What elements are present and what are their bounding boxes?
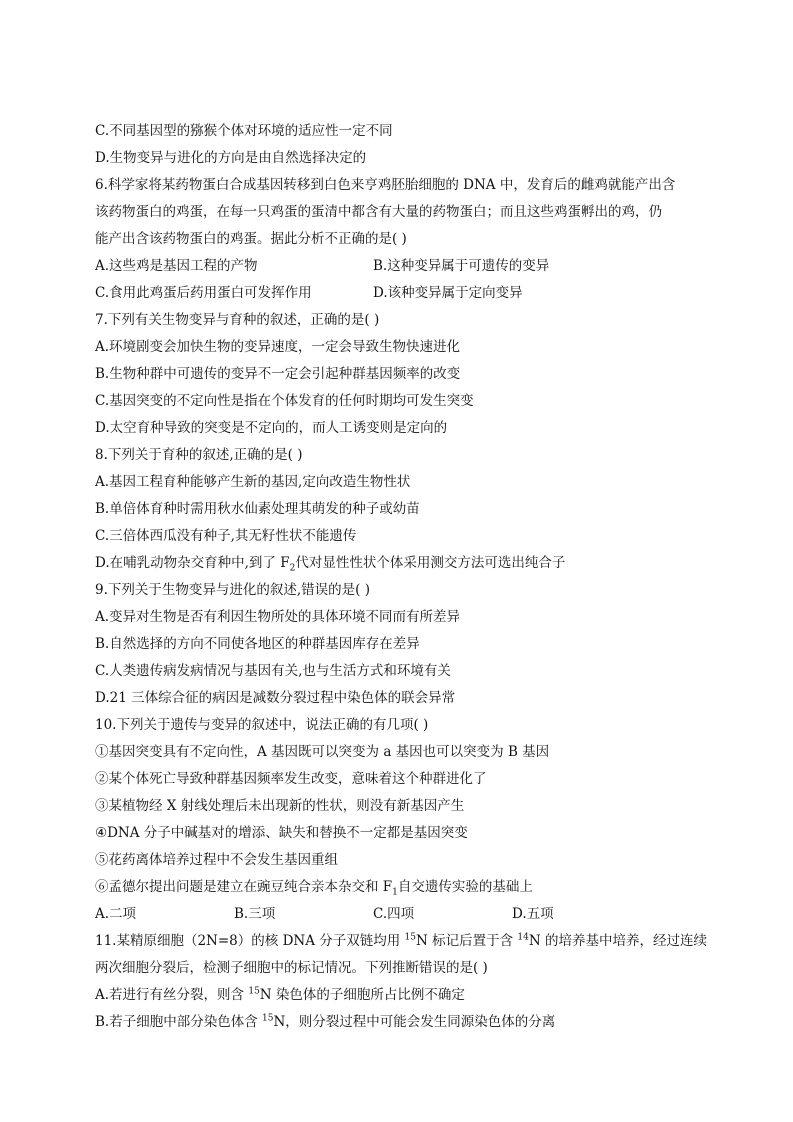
statement-1: ①基因突变具有不定向性，A 基因既可以突变为 a 基因也可以突变为 B 基因 [95,744,550,760]
stem-text: N 的培养基中培养，经过连续 [528,933,707,949]
superscript: 15 [248,986,260,997]
stem-text: 11.某精原细胞（2N=8）的核 DNA 分子双链均用 [95,933,405,949]
statement-4: ④DNA 分子中碱基对的增添、缺失和替换不一定都是基因突变 [95,825,468,841]
option-c: C.四项 [373,906,415,922]
option-d: D.五项 [512,906,554,922]
option-text: B.若子细胞中部分染色体含 [95,1014,263,1030]
option-b: B.三项 [234,906,276,922]
question-8-stem: 8.下列关于育种的叙述,正确的是( ) [95,447,303,463]
question-6-stem: 该药物蛋白的鸡蛋，在每一只鸡蛋的蛋清中都含有大量的药物蛋白；而且这些鸡蛋孵出的鸡，仍 [95,204,662,220]
question-6-options-row [95,253,705,280]
statement-3: ③某植物经 X 射线处理后未出现新的性状，则没有新基因产生 [95,798,465,814]
question-10-stem: 10.下列关于遗传与变异的叙述中，说法正确的有几项( ) [95,717,429,733]
question-7-stem: 7.下列有关生物变异与育种的叙述，正确的是( ) [95,312,380,328]
option-c: C.人类遗传病发病情况与基因有关,也与生活方式和环境有关 [95,663,451,679]
option-a: A.二项 [95,906,137,922]
statement-2: ②某个体死亡导致种群基因频率发生改变，意味着这个种群进化了 [95,771,487,787]
option-a: A.变异对生物是否有利因生物所处的具体环境不同而有所差异 [95,609,461,625]
option-text: D.在哺乳动物杂交育种中,到了 F [95,555,290,571]
question-6-stem: 6.科学家将某药物蛋白合成基因转移到白色来亨鸡胚胎细胞的 DNA 中，发育后的雌鸡就能产出含 [95,177,676,193]
question-11-stem [95,928,705,955]
option-text: 代对显性性状个体采用测交方法可选出纯合子 [295,555,566,571]
option-a: A.基因工程育种能够产生新的基因,定向改造生物性状 [95,474,411,490]
option-d: D.该种变异属于定向变异 [373,285,523,301]
option-b: B.这种变异属于可遗传的变异 [373,258,550,274]
option-d [95,550,705,577]
option-a [95,982,705,1009]
option-c: C.基因突变的不定向性是指在个体发育的任何时期均可发生突变 [95,393,474,409]
question-content [95,118,705,1036]
option-b [95,1009,705,1036]
question-6-stem: 能产出含该药物蛋白的鸡蛋。据此分析不正确的是( ) [95,231,407,247]
option-c: C.食用此鸡蛋后药用蛋白可发挥作用 [95,285,312,301]
text-line: D.生物变异与进化的方向是由自然选择决定的 [95,150,367,166]
option-text: A.若进行有丝分裂，则含 [95,987,249,1003]
option-d: D.太空育种导致的突变是不定向的，而人工诱变则是定向的 [95,420,448,436]
option-d: D.21 三体综合征的病因是减数分裂过程中染色体的联会异常 [95,690,456,706]
subscript: 1 [392,887,398,898]
option-text: N，则分裂过程中可能会发生同源染色体的分离 [273,1014,556,1030]
option-a: A.环境剧变会加快生物的变异速度，一定会导致生物快速进化 [95,339,461,355]
superscript: 15 [262,1013,274,1024]
option-text: N 染色体的子细胞所占比例不确定 [259,987,465,1003]
subscript: 2 [289,563,296,574]
superscript: 14 [517,932,529,943]
question-6-options-row [95,280,705,307]
stem-text: N 标记后置于含 [415,933,518,949]
option-b: B.生物种群中可遗传的变异不一定会引起种群基因频率的改变 [95,366,461,382]
question-9-stem: 9.下列关于生物变异与进化的叙述,错误的是( ) [95,582,370,598]
statement-text: 自交遗传实验的基础上 [397,879,533,895]
option-a: A.这些鸡是基因工程的产物 [95,258,258,274]
option-c: C.三倍体西瓜没有种子,其无籽性状不能遗传 [95,528,357,544]
question-10-options-row [95,901,705,928]
option-b: B.自然选择的方向不同使各地区的种群基因库存在差异 [95,636,420,652]
superscript: 15 [404,932,416,943]
text-line: C.不同基因型的猕猴个体对环境的适应性一定不同 [95,123,393,139]
question-11-stem: 两次细胞分裂后，检测子细胞中的标记情况。下列推断错误的是( ) [95,960,488,976]
statement-text: ⑥孟德尔提出问题是建立在豌豆纯合亲本杂交和 F [95,879,393,895]
statement-6 [95,874,705,901]
statement-5: ⑤花药离体培养过程中不会发生基因重组 [95,852,338,868]
option-b: B.单倍体育种时需用秋水仙素处理其萌发的种子或幼苗 [95,501,420,517]
